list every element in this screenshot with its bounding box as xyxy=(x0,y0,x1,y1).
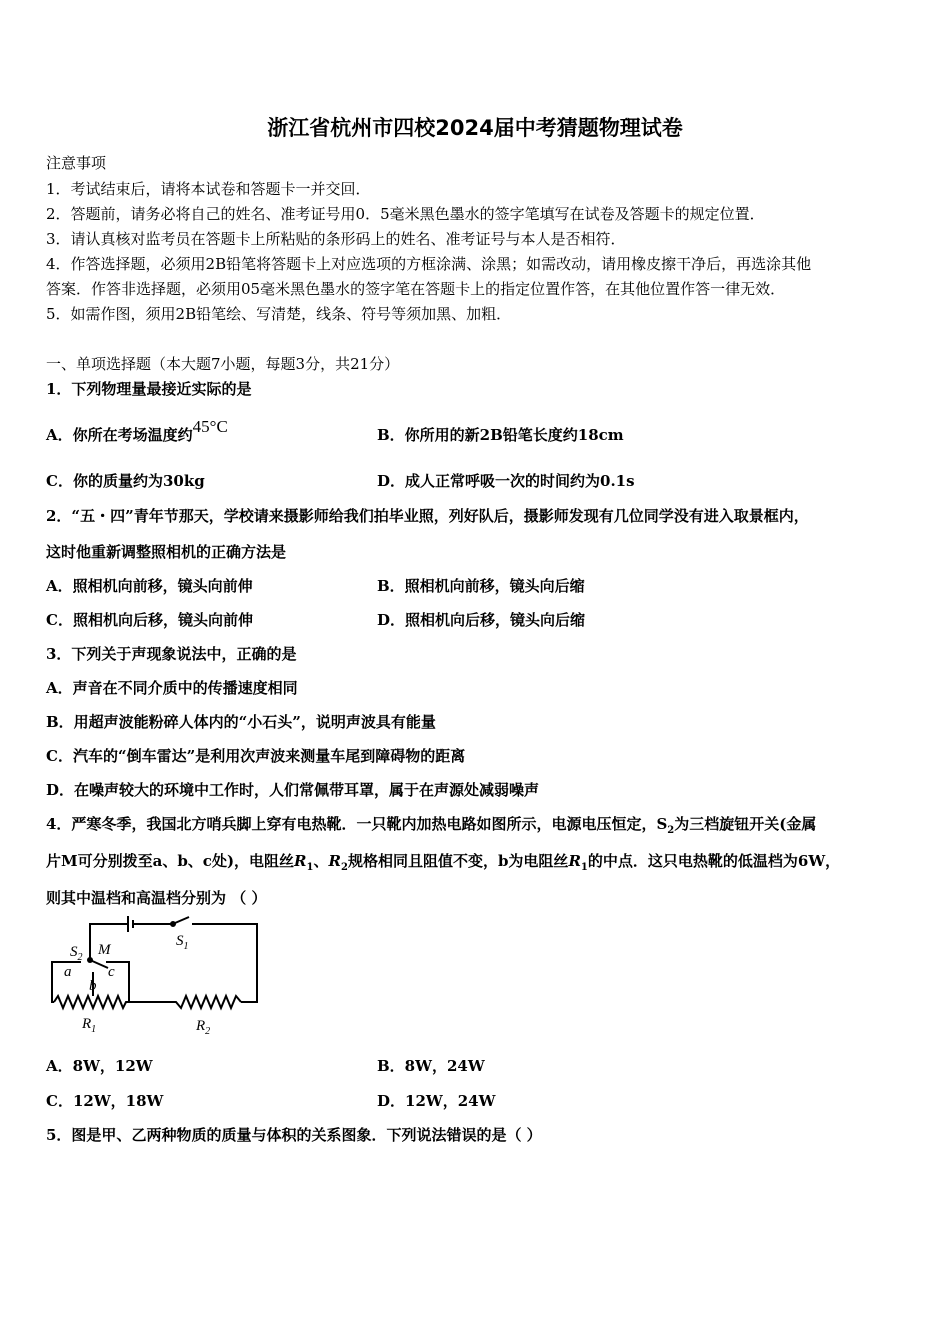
circuit-wires xyxy=(52,916,257,1008)
question-4-stem xyxy=(46,813,816,836)
q4-s2-subscript: 2 xyxy=(667,825,675,836)
q4-r1-subscript: 1 xyxy=(306,862,314,873)
notice-item: 5．如需作图，须用2B铅笔绘、写清楚，线条、符号等须加黑、加粗． xyxy=(46,305,512,323)
circuit-diagram xyxy=(46,912,276,1037)
q3-option-a: A．声音在不同介质中的传播速度相同 xyxy=(46,679,298,697)
q2-option-b: B．照相机向前移，镜头向后缩 xyxy=(377,577,585,595)
q4-r1-symbol: R xyxy=(568,852,581,870)
q4-stem-text: 的中点．这只电热靴的低温档为6W， xyxy=(587,852,841,870)
label-m: M xyxy=(98,942,111,958)
q3-option-c: C．汽车的“倒车雷达”是利用次声波来测量车尾到障碍物的距离 xyxy=(46,747,466,765)
q4-stem-text: 为三档旋钮开关(金属 xyxy=(674,815,817,833)
section-heading: 一、单项选择题（本大题7小题，每题3分，共21分） xyxy=(46,355,400,373)
q4-option-d: D．12W，24W xyxy=(377,1092,496,1110)
q4-r2-subscript: 2 xyxy=(340,862,348,873)
q3-option-d: D．在噪声较大的环境中工作时，人们常佩带耳罩，属于在声源处减弱噪声 xyxy=(46,781,540,799)
q1-option-c: C．你的质量约为30kg xyxy=(46,472,205,490)
label-s2: $S_2$ xyxy=(70,944,83,963)
notice-item: 4．作答选择题，必须用2B铅笔将答题卡上对应选项的方框涂满、涂黑；如需改动，请用橡皮擦干净后，再选涂其他 xyxy=(46,255,812,273)
q1-option-a-value: 45°C xyxy=(192,417,228,436)
label-r2: $R_2$ xyxy=(196,1018,211,1037)
question-4-stem-cont xyxy=(46,850,840,873)
circuit-labels xyxy=(64,933,210,1037)
question-2-stem-cont: 这时他重新调整照相机的正确方法是 xyxy=(46,543,287,561)
page-title: 浙江省杭州市四校2024届中考猜题物理试卷 xyxy=(267,116,683,140)
q1-option-b: B．你所用的新2B铅笔长度约18cm xyxy=(377,426,624,444)
label-a: a xyxy=(64,964,72,980)
notice-heading: 注意事项 xyxy=(46,154,107,172)
question-5-stem: 5．图是甲、乙两种物质的质量与体积的关系图象．下列说法错误的是（ ） xyxy=(46,1126,542,1144)
q4-stem-text: 4．严寒冬季，我国北方哨兵脚上穿有电热靴．一只靴内加热电路如图所示，电源电压恒定，S xyxy=(46,815,668,833)
q4-option-b: B．8W，24W xyxy=(377,1057,485,1075)
notice-item: 1．考试结束后，请将本试卷和答题卡一并交回． xyxy=(46,180,371,198)
question-3-stem: 3．下列关于声现象说法中，正确的是 xyxy=(46,645,297,663)
notice-item: 2．答题前，请务必将自己的姓名、准考证号用0．5毫米黑色墨水的签字笔填写在试卷及答题卡的规定位置． xyxy=(46,205,765,223)
q4-option-c: C．12W，18W xyxy=(46,1092,164,1110)
notice-item: 3．请认真核对监考员在答题卡上所粘贴的条形码上的姓名、准考证号与本人是否相符． xyxy=(46,230,626,248)
q4-stem-text: 规格相同且阻值不变，b为电阻丝 xyxy=(347,852,569,870)
q2-option-d: D．照相机向后移，镜头向后缩 xyxy=(377,611,586,629)
q4-option-a: A．8W，12W xyxy=(46,1057,153,1075)
question-2-stem: 2．“五・四”青年节那天，学校请来摄影师给我们拍毕业照，列好队后，摄影师发现有几位同学没有进入取景框内， xyxy=(46,507,809,525)
label-s1: $S_1$ xyxy=(176,933,189,952)
notice-item: 答案．作答非选择题，必须用05毫米黑色墨水的签字笔在答题卡上的指定位置作答，在其他位置作答一律无效． xyxy=(46,280,786,298)
q1-option-d: D．成人正常呼吸一次的时间约为0.1s xyxy=(377,472,635,490)
label-b: b xyxy=(89,978,97,994)
switch-pivot xyxy=(87,957,93,963)
q3-option-b: B．用超声波能粉碎人体内的“小石头”，说明声波具有能量 xyxy=(46,713,436,731)
q4-r1-symbol: R xyxy=(294,852,307,870)
question-4-stem-end: 则其中温档和高温档分别为 （ ） xyxy=(46,889,267,907)
label-c: c xyxy=(108,964,115,980)
q2-option-c: C．照相机向后移，镜头向前伸 xyxy=(46,611,253,629)
q1-option-a xyxy=(46,417,228,445)
question-1-stem: 1．下列物理量最接近实际的是 xyxy=(46,380,252,398)
q1-option-a-text: A．你所在考场温度约 xyxy=(46,426,193,444)
q2-option-a: A．照相机向前移，镜头向前伸 xyxy=(46,577,253,595)
q4-r1-subscript: 1 xyxy=(580,862,588,873)
q4-separator: 、 xyxy=(313,852,329,870)
q4-stem-text: 片M可分别拨至a、b、c处)，电阻丝 xyxy=(46,852,295,870)
q4-r2-symbol: R xyxy=(328,852,341,870)
label-r1: $R_1$ xyxy=(82,1016,97,1035)
